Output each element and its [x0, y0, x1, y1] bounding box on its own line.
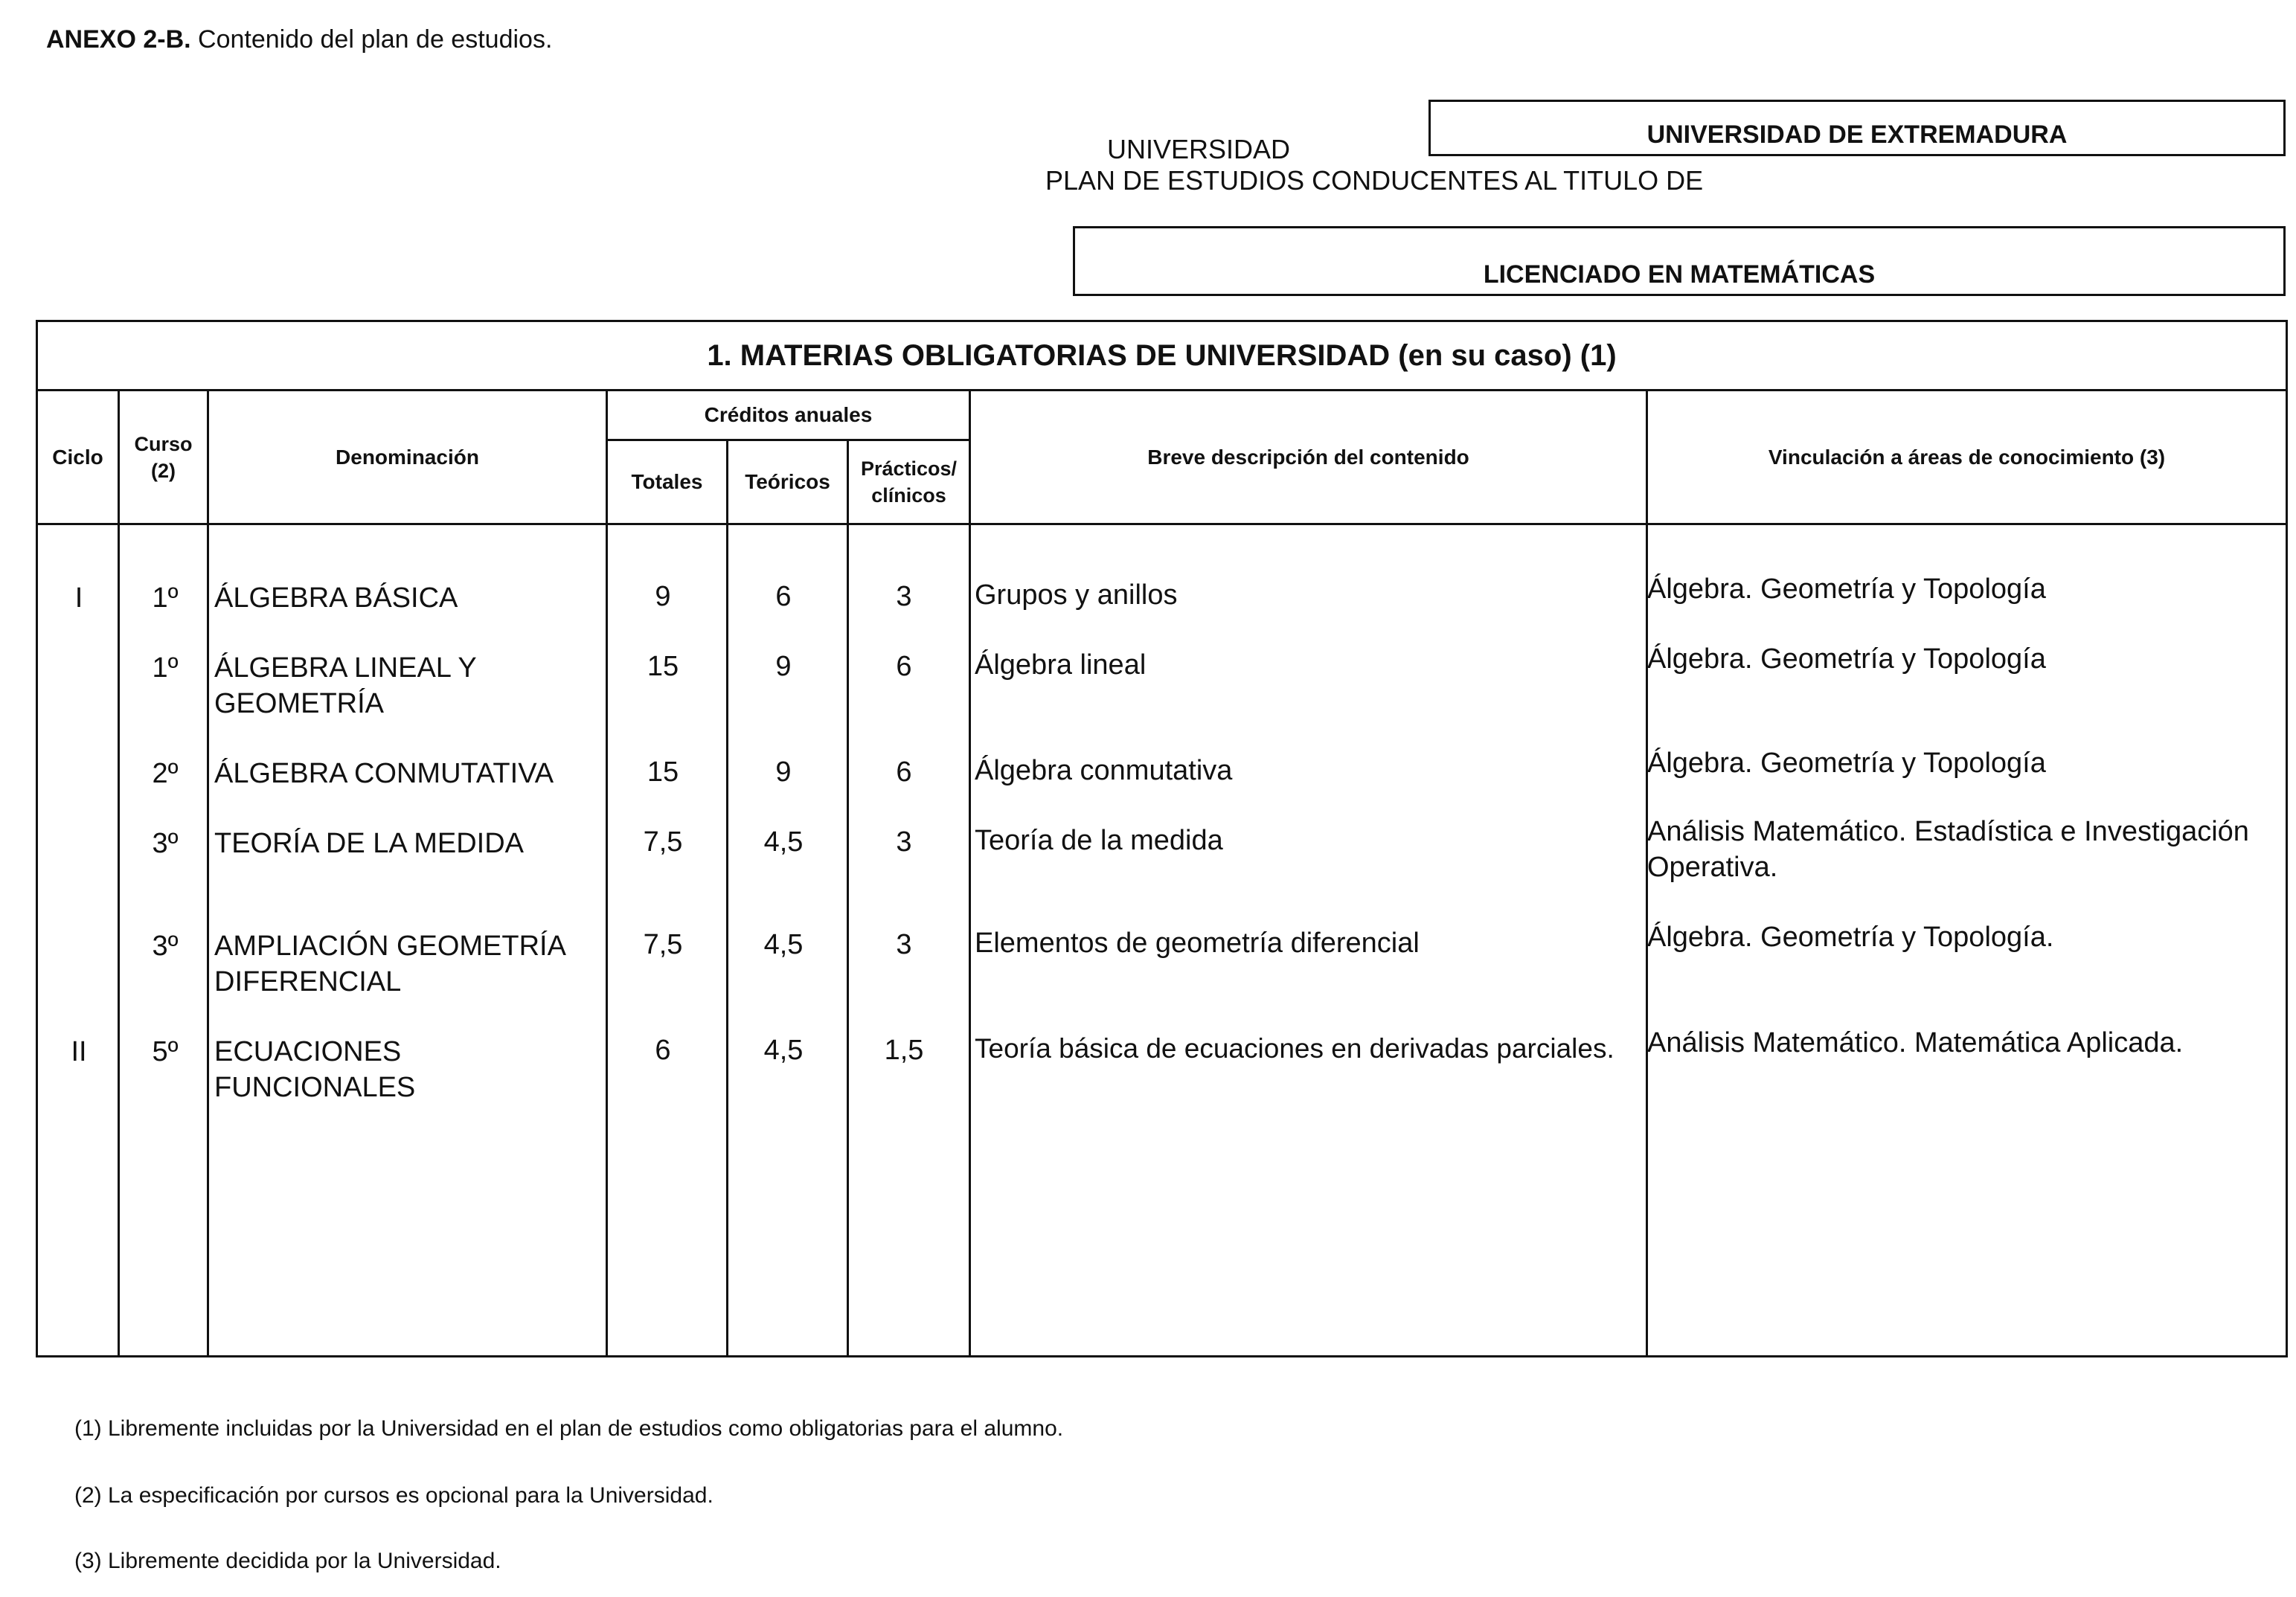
row-5-descripcion: Elementos de geometría diferencial [975, 928, 1420, 959]
row-3-descripcion: Álgebra conmutativa [975, 755, 1233, 786]
col-denominacion: Denominación [208, 391, 607, 524]
body-ciclo-cell [37, 524, 119, 1357]
row-2-curso: 1º [152, 652, 179, 684]
col-curso-note: (2) [151, 459, 176, 482]
row-6-curso: 5º [152, 1036, 179, 1067]
row-6-vinculacion: Análisis Matemático. Matemática Aplicada. [1647, 1027, 2184, 1058]
row-2-denominacion [214, 650, 477, 722]
annex-heading [46, 25, 552, 54]
row-1-vinculacion: Álgebra. Geometría y Topología [1647, 573, 2046, 605]
row-4-vinculacion [1647, 814, 2249, 885]
row-2-practicos: 6 [896, 651, 912, 682]
degree-title: LICENCIADO EN MATEMÁTICAS [1483, 260, 1876, 289]
row-3-denominacion: ÁLGEBRA CONMUTATIVA [214, 758, 554, 789]
col-creditos: Créditos anuales [607, 391, 970, 440]
row-2-totales: 15 [647, 651, 679, 682]
col-curso [119, 391, 208, 524]
row-1-ciclo: I [74, 582, 83, 614]
row-3-vinculacion: Álgebra. Geometría y Topología [1647, 748, 2046, 779]
university-name-box [1428, 100, 2286, 156]
row-1-practicos: 3 [896, 581, 912, 612]
university-name: UNIVERSIDAD DE EXTREMADURA [1646, 121, 2068, 149]
row-5-denominacion-line2: DIFERENCIAL [214, 966, 402, 997]
plan-label: PLAN DE ESTUDIOS CONDUCENTES AL TITULO DE [1045, 165, 1704, 196]
row-6-denominacion-line2: FUNCIONALES [214, 1072, 416, 1103]
row-5-denominacion [214, 928, 566, 1000]
col-practicos-line2: clínicos [871, 484, 946, 507]
row-2-denominacion-line2: GEOMETRÍA [214, 688, 385, 719]
row-5-curso: 3º [152, 931, 179, 962]
row-4-practicos: 3 [896, 826, 912, 858]
row-1-curso: 1º [152, 582, 179, 614]
col-practicos-line1: Prácticos/ [860, 457, 958, 480]
row-4-teoricos: 4,5 [763, 826, 804, 858]
row-4-descripcion: Teoría de la medida [975, 825, 1223, 856]
row-1-teoricos: 6 [775, 581, 792, 612]
footnote-2: (2) La especificación por cursos es opcional para la Universidad. [74, 1483, 714, 1508]
row-1-totales: 9 [655, 581, 671, 612]
row-6-practicos: 1,5 [884, 1035, 924, 1066]
row-6-totales: 6 [655, 1035, 671, 1066]
row-1-denominacion: ÁLGEBRA BÁSICA [214, 582, 458, 614]
row-5-totales: 7,5 [643, 929, 683, 960]
col-descripcion: Breve descripción del contenido [970, 391, 1647, 524]
annex-number: ANEXO 2-B. [46, 25, 191, 54]
row-2-vinculacion: Álgebra. Geometría y Topología [1647, 643, 2046, 675]
row-5-vinculacion: Álgebra. Geometría y Topología. [1647, 922, 2054, 953]
university-label: UNIVERSIDAD [1107, 134, 1291, 164]
row-2-descripcion: Álgebra lineal [975, 649, 1147, 681]
row-6-teoricos: 4,5 [763, 1035, 804, 1066]
row-4-curso: 3º [152, 828, 179, 859]
annex-text: Contenido del plan de estudios. [190, 25, 553, 54]
col-curso-label: Curso [134, 432, 193, 455]
row-2-teoricos: 9 [775, 651, 792, 682]
row-5-teoricos: 4,5 [763, 929, 804, 960]
footnote-3: (3) Libremente decidida por la Universidad. [74, 1549, 501, 1573]
row-3-teoricos: 9 [775, 756, 792, 788]
row-5-practicos: 3 [896, 929, 912, 960]
table-title: 1. MATERIAS OBLIGATORIAS DE UNIVERSIDAD (en su caso) (1) [37, 321, 2287, 391]
row-6-denominacion [214, 1034, 415, 1105]
row-4-denominacion: TEORÍA DE LA MEDIDA [214, 828, 524, 859]
row-6-ciclo: II [71, 1036, 87, 1067]
row-4-totales: 7,5 [643, 826, 683, 858]
row-4-vinculacion-line1: Análisis Matemático. Estadística e Investigación [1647, 816, 2249, 847]
row-3-practicos: 6 [896, 756, 912, 788]
row-1-descripcion: Grupos y anillos [975, 579, 1178, 611]
row-3-curso: 2º [152, 758, 179, 789]
row-5-denominacion-line1: AMPLIACIÓN GEOMETRÍA [214, 931, 566, 962]
col-vinculacion: Vinculación a áreas de conocimiento (3) [1647, 391, 2287, 524]
footnote-1: (1) Libremente incluidas por la Universidad en el plan de estudios como obligatorias para el alumno. [74, 1416, 1064, 1441]
degree-box [1073, 226, 2286, 296]
row-3-totales: 15 [647, 756, 679, 788]
row-4-vinculacion-line2: Operativa. [1647, 852, 1778, 883]
row-6-denominacion-line1: ECUACIONES [214, 1036, 402, 1067]
col-ciclo: Ciclo [37, 391, 119, 524]
col-teoricos: Teóricos [728, 440, 848, 524]
row-6-descripcion: Teoría básica de ecuaciones en derivadas parciales. [975, 1033, 1614, 1064]
row-2-denominacion-line1: ÁLGEBRA LINEAL Y [214, 652, 477, 684]
col-totales: Totales [607, 440, 728, 524]
col-practicos [848, 440, 970, 524]
